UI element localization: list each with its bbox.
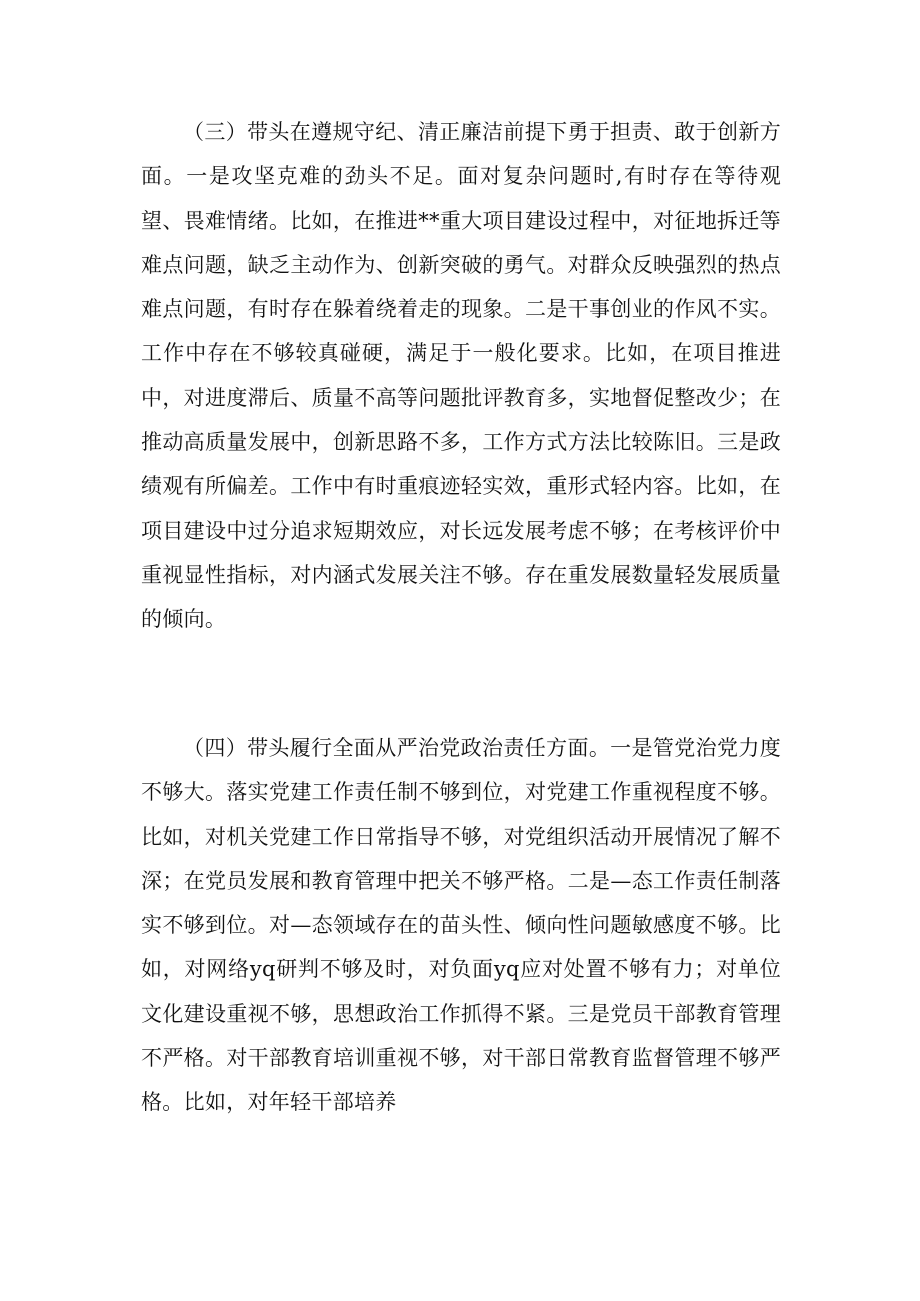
paragraph-section-four: （四）带头履行全面从严治党政治责任方面。一是管党治党力度不够大。落实党建工作责任制不够到位，对党建工作重视程度不够。比如，对机关党建工作日常指导不够，对党组织活动开展情况了解不深；在党员发展和教育管理中把关不够严格。二是—态工作责任制落实不够到位。对—态领域存在的苗头性、倾向性问题敏感度不够。比如，对网络yq研判不够及时，对负面yq应对处置不够有力；对单位文化建设重视不够，思想政治工作抓得不紧。三是党员干部教育管理不严格。对干部教育培训重视不够，对干部日常教育监督管理不够严格。比如，对年轻干部培养	[141, 736, 781, 1115]
paragraph-section-three: （三）带头在遵规守纪、清正廉洁前提下勇于担责、敢于创新方面。一是攻坚克难的劲头不足。面对复杂问题时,有时存在等待观望、畏难情绪。比如，在推进**重大项目建设过程中，对征地拆迁等难点问题，缺乏主动作为、创新突破的勇气。对群众反映强烈的热点难点问题，有时存在躲着绕着走的现象。二是干事创业的作风不实。工作中存在不够较真碰硬，满足于一般化要求。比如，在项目推进中，对进度滞后、质量不高等问题批评教育多，实地督促整改少；在推动高质量发展中，创新思路不多，工作方式方法比较陈旧。三是政绩观有所偏差。工作中有时重痕迹轻实效，重形式轻内容。比如，在项目建设中过分追求短期效应，对长远发展考虑不够；在考核评价中重视显性指标，对内涵式发展关注不够。存在重发展数量轻发展质量的倾向。	[141, 120, 781, 632]
